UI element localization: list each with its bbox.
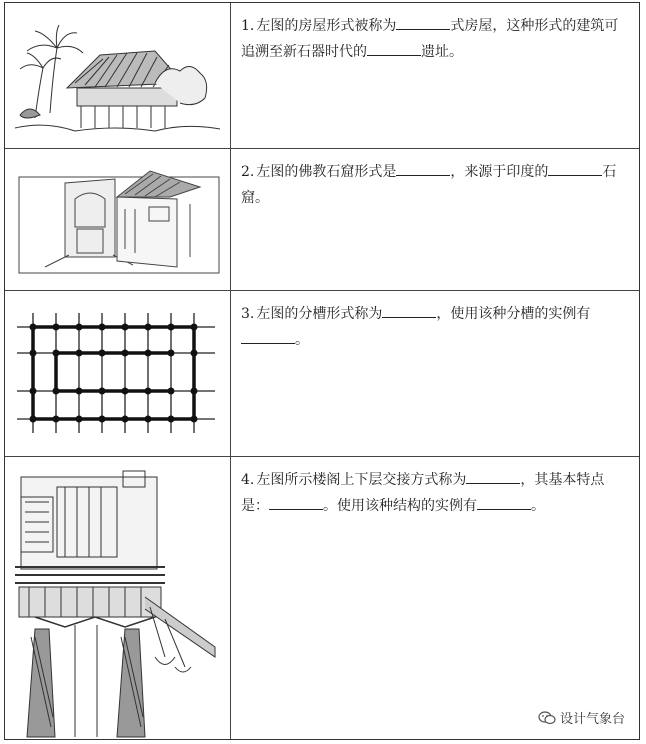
watermark-text: 设计气象台 bbox=[559, 712, 625, 727]
answer-blank[interactable] bbox=[396, 15, 450, 30]
answer-blank[interactable] bbox=[241, 329, 295, 344]
answer-blank[interactable] bbox=[548, 161, 602, 176]
answer-blank[interactable] bbox=[466, 469, 520, 484]
question-number: 2. bbox=[241, 164, 255, 180]
column-grid-icon bbox=[5, 291, 230, 456]
pavilion-section-image bbox=[5, 457, 231, 739]
answer-blank[interactable] bbox=[396, 161, 450, 176]
question-text-2: 2. 左图的佛教石窟形式是 ，来源于印度的 石窟。 bbox=[241, 159, 627, 211]
question-text-4: 4. 左图所示楼阁上下层交接方式称为 ，其基本特点是： 。使用该种结构的实例有 。 bbox=[241, 467, 627, 519]
question-row-3 bbox=[5, 291, 639, 457]
question-row-4 bbox=[5, 457, 639, 739]
question-number: 4. bbox=[241, 472, 255, 488]
column-grid-image bbox=[5, 291, 231, 456]
watermark bbox=[538, 708, 625, 727]
cave-temple-icon bbox=[5, 149, 230, 290]
question-text-1: 1. 左图的房屋形式被称为 式房屋，这种形式的建筑可追溯至新石器时代的 遗址。 bbox=[241, 13, 627, 65]
answer-blank[interactable] bbox=[367, 41, 421, 56]
pavilion-section-icon bbox=[5, 457, 230, 739]
question-number: 3. bbox=[241, 306, 255, 322]
question-row-1 bbox=[5, 3, 639, 149]
question-text-3: 3. 左图的分槽形式称为 ，使用该种分槽的实例有。 bbox=[241, 301, 627, 353]
answer-blank[interactable] bbox=[382, 303, 436, 318]
question-row-2 bbox=[5, 149, 639, 291]
wechat-icon bbox=[538, 711, 556, 725]
question-number: 1. bbox=[241, 18, 255, 34]
stilt-house-image bbox=[5, 3, 231, 148]
cave-temple-image bbox=[5, 149, 231, 290]
stilt-house-icon bbox=[5, 3, 230, 148]
answer-blank[interactable] bbox=[477, 495, 531, 510]
answer-blank[interactable] bbox=[269, 495, 323, 510]
question-table bbox=[4, 2, 640, 740]
